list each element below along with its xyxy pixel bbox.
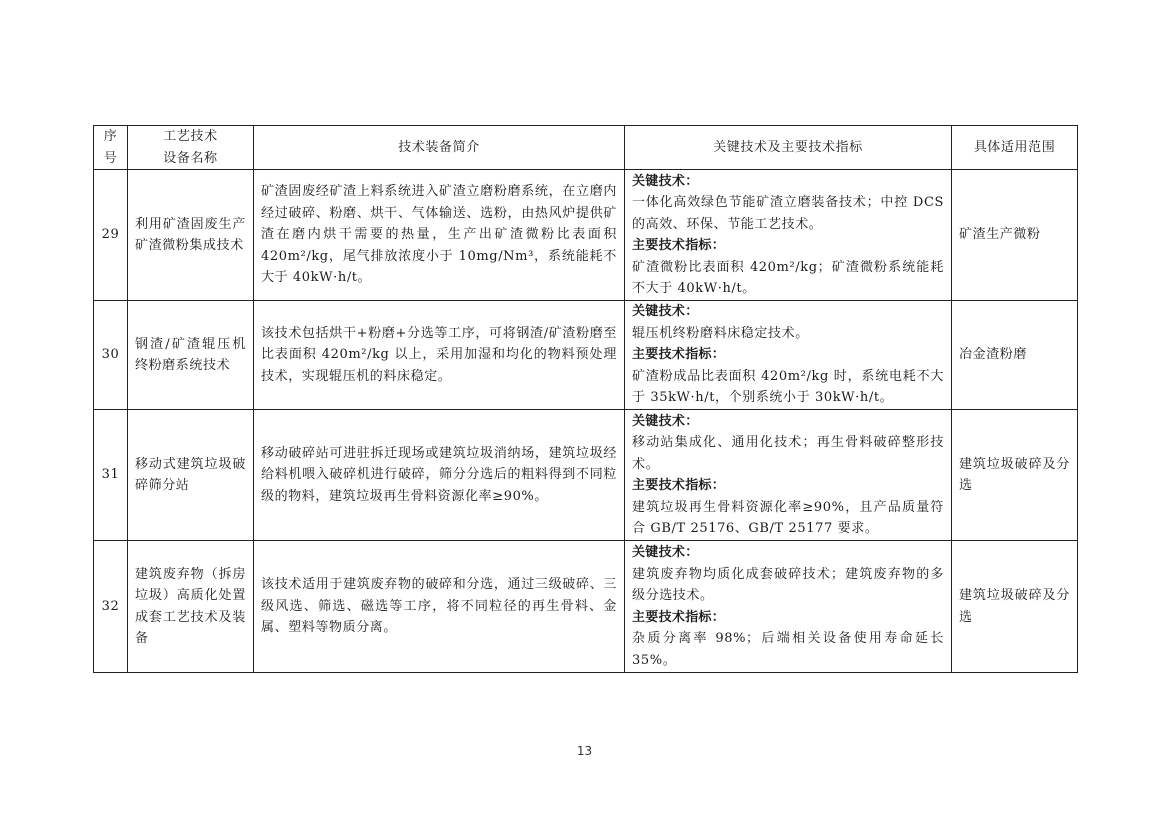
table-row xyxy=(94,170,1078,301)
row-key-cell xyxy=(625,410,952,541)
header-seq: 序 号 xyxy=(94,126,128,170)
row-intro: 该技术包括烘干+粉磨+分选等工序，可将钢渣/矿渣粉磨至比表面积 420m²/kg 以上，采用加湿和均化的物料预处理技术，实现辊压机的料床稳定。 xyxy=(254,301,625,410)
row-name: 建筑废弃物（拆房垃圾）高质化处置成套工艺技术及装备 xyxy=(128,541,254,673)
row-intro: 移动破碎站可进驻拆迁现场或建筑垃圾消纳场，建筑垃圾经给料机喂入破碎机进行破碎，筛分分选后的粗料得到不同粒级的物料，建筑垃圾再生骨料资源化率≥90%。 xyxy=(254,410,625,541)
key-tech-text: 移动站集成化、通用化技术；再生骨料破碎整形技术。 xyxy=(632,435,944,472)
row-number: 32 xyxy=(94,541,128,673)
key-tech-label: 关键技术： xyxy=(632,413,699,429)
row-name: 钢渣/矿渣辊压机终粉磨系统技术 xyxy=(128,301,254,410)
header-intro: 技术装备简介 xyxy=(254,126,625,170)
index-text: 矿渣粉成品比表面积 420m²/kg 时，系统电耗不大于 35kW·h/t，个别系统小于 30kW·h/t。 xyxy=(632,368,944,406)
table-row xyxy=(94,301,1078,410)
row-scope: 建筑垃圾破碎及分选 xyxy=(952,410,1078,541)
key-tech-label: 关键技术： xyxy=(632,545,699,560)
key-tech-text: 辊压机终粉磨料床稳定技术。 xyxy=(632,325,809,341)
row-key-cell xyxy=(625,541,952,673)
header-key: 关键技术及主要技术指标 xyxy=(625,126,952,170)
row-scope: 矿渣生产微粉 xyxy=(952,170,1078,301)
index-label: 主要技术指标： xyxy=(632,238,726,253)
row-name: 移动式建筑垃圾破碎筛分站 xyxy=(128,410,254,541)
row-scope: 冶金渣粉磨 xyxy=(952,301,1078,410)
row-intro: 矿渣固废经矿渣上料系统进入矿渣立磨粉磨系统，在立磨内经过破碎、粉磨、烘干、气体输送、选粉，由热风炉提供矿渣在磨内烘干需要的热量，生产出矿渣微粉比表面积 420m²/kg，尾气排放浓度小于 10mg/Nm³，系统能耗不大于 40kW·h/t。 xyxy=(254,170,625,301)
row-number: 29 xyxy=(94,170,128,301)
key-tech-label: 关键技术： xyxy=(632,304,699,320)
row-name: 利用矿渣固废生产矿渣微粉集成技术 xyxy=(128,170,254,301)
key-tech-text: 建筑废弃物均质化成套破碎技术；建筑废弃物的多级分选技术。 xyxy=(632,566,944,603)
row-key-cell xyxy=(625,301,952,410)
header-scope: 具体适用范围 xyxy=(952,126,1078,170)
index-label: 主要技术指标： xyxy=(632,609,726,625)
technology-table xyxy=(93,125,1078,673)
page-number: 13 xyxy=(576,744,593,758)
table-header-row xyxy=(94,126,1078,170)
index-label: 主要技术指标： xyxy=(632,347,726,363)
row-number: 31 xyxy=(94,410,128,541)
row-key-cell xyxy=(625,170,952,301)
key-tech-text: 一体化高效绿色节能矿渣立磨装备技术；中控 DCS 的高效、环保、节能工艺技术。 xyxy=(632,195,944,232)
row-scope: 建筑垃圾破碎及分选 xyxy=(952,541,1078,673)
index-text: 建筑垃圾再生骨料资源化率≥90%，且产品质量符合 GB/T 25176、GB/T 25177 要求。 xyxy=(632,499,944,536)
index-text: 杂质分离率 98%；后端相关设备使用寿命延长 35%。 xyxy=(632,631,944,668)
index-text: 矿渣微粉比表面积 420m²/kg；矿渣微粉系统能耗不大于 40kW·h/t。 xyxy=(632,259,944,296)
table-row xyxy=(94,410,1078,541)
row-intro: 该技术适用于建筑废弃物的破碎和分选，通过三级破碎、三级风选、筛选、磁选等工序，将不同粒径的再生骨料、金属、塑料等物质分离。 xyxy=(254,541,625,673)
table-row xyxy=(94,541,1078,673)
index-label: 主要技术指标： xyxy=(632,478,726,493)
row-number: 30 xyxy=(94,301,128,410)
key-tech-label: 关键技术： xyxy=(632,173,699,189)
header-name: 工艺技术 设备名称 xyxy=(128,126,254,170)
